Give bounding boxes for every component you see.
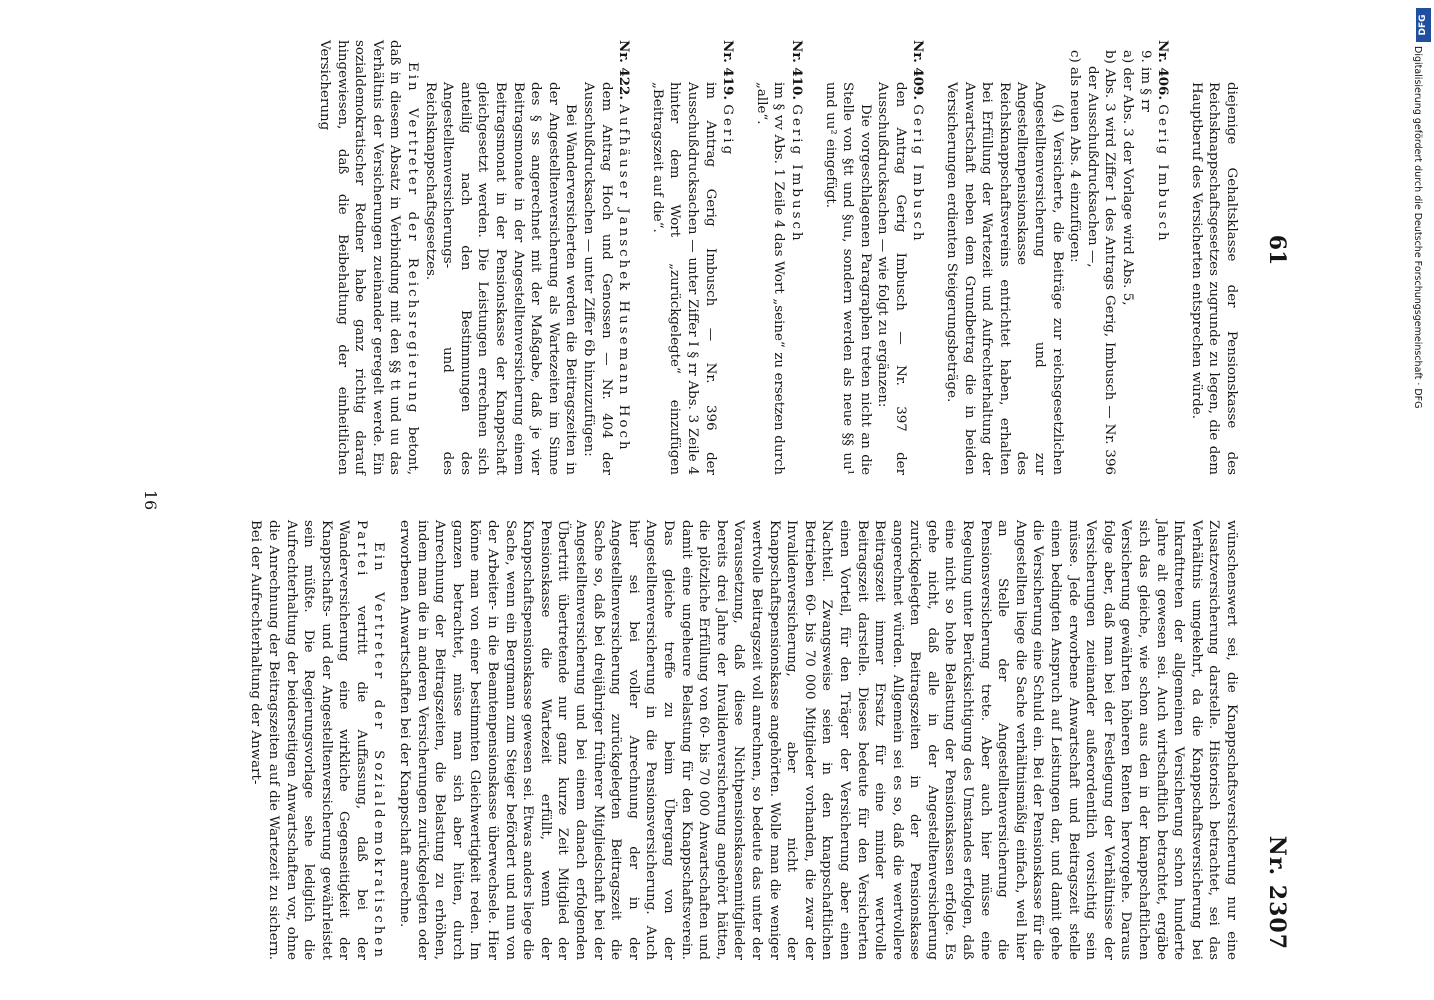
paragraph: Die vorgeschlagenen Paragraphen treten nicht an die Stelle von §tt und §uu, sondern werden als neue §§ uu¹ und uu² eingefügt. [822, 82, 873, 475]
speaker-label: Ein Vertreter der Reichsregierung [405, 62, 421, 416]
section-heading [1154, 40, 1172, 475]
paragraph-text: vertritt die Auffassung, daß bei der Wanderversicherung eine wirkliche Gegenseitigkeit der Knappschafts- und der Angestelltenversicherung gewährleistet sein müßte. Die Regierungsvorlage sehe lediglich die Aufrechterhaltung der beiderseitigen Anwartschaften vor, ohne die Anrechnung der Beitragszeiten auf die Wartezeit zu sichern. Bei der Aufrechterhaltung der Anwart- [248, 520, 369, 960]
paragraph: wünschenswert sei, die Knappschaftsversicherung nur eine Zusatzversicherung darstelle. Historisch betrachtet, sei das Verhältnis umgekehrt, da die Knappschaftsversicherung bei Inkrafttreten der allgemeinen Versicherung schon hunderte Jahre alt gewesen sei. Auch wirtschaftlich betrachtet, ergäbe sich das gleiche, wie schon aus den in der knappschaftlichen Versicherung gewährten höheren Renten hervorgehe. Daraus folge aber, daß man bei der Festlegung der Verhältnisse der Versicherungen zueinander außerordentlich vorsichtig sein müsse. Jede erworbene Anwartschaft und Beitragszeit stelle einen bedingten Anspruch auf Leistungen dar, und damit gehe die Versicherung eine Schuld ein. Bei der Pensionskasse für die Angestellten liege die Sache verhältnismäßig einfach, weil hier an Stelle der Angestelltenversicherung die Pensionsversicherung trete. Aber auch hier müsse eine Regelung unter Berücksichtigung des Umstandes erfolgen, daß eine nicht so hohe Belastung der Pensionskassen erfolge. Es gehe nicht, daß alle in der Angestelltenversicherung zurückgelegten Beitragszeiten in der Pensionskasse angerechnet würden. Allgemein sei es so, daß die wertvollere Beitragszeit immer Ersatz für eine minder wertvolle Beitragszeit darstelle. Dieses bedeute für den Versicherten einen Vorteil, für den Träger der Versicherung aber einen Nachteil. Zwangsweise seien in den knappschaftlichen Betrieben 60- bis 70 000 Mitglieder vorhanden, die zwar der Invalidenversicherung, aber nicht der Knappschaftspensionskasse angehörten. Wolle man die weniger wertvolle Beitragszeit voll anrechnen, so bedeute das unter der Voraussetzung, daß diese Nichtpensionskassenmitglieder bereits drei Jahre der Invalidenversicherung angehört hätten, die plötzliche Erfüllung von 60- bis 70 000 Anwartschaften und damit eine ungeheure Belastung für den Knappschaftsverein. Das gleiche treffe zu beim Übergang von der Angestelltenversicherung in die Pensionsversicherung. Auch hier sei bei voller Anrechnung der in der Angestelltenversicherung zurückgelegten Beitragszeit die Sache so, daß bei dreijähriger früherer Mitgliedschaft bei der Angestelltenversicherung und bei einem danach erfolgenden Übertritt übertretende nur ganz kurze Zeit Mitglied der Pensionskasse die Wartezeit erfüllt, wenn der Knappschaftspensionskasse gewesen sei. Etwas anders liege die Sache, wenn ein Bergmann zum Steiger befördert und nun von der Arbeiter- in die Beamtenpensionskasse überwechsele. Hier könne man von einer bestimmten Gleichwertigkeit reden. Im ganzen betrachtet, müsse man sich aber hüten, durch Anrechnung der Beitragszeiten, die Belastung zu erhöhen, indem man die in anderen Versicherungen zurückgelegten oder erworbenen Anwartschaften bei der Knappschaft anrechne. [397, 520, 1239, 960]
paragraph: dem Antrag Hoch und Genossen — Nr. 404 der Ausschußdrucksachen — unter Ziffer 6b hinzuzufügen: [581, 82, 614, 475]
section-number: Nr. 422. [616, 40, 633, 101]
section-authors: Gerig Imbusch [910, 104, 926, 244]
section-number: Nr. 406. [1155, 40, 1172, 101]
paragraph: c) als neuen Abs. 4 einzufügen: [1067, 50, 1083, 263]
paragraph [316, 40, 422, 475]
section-authors: Aufhäuser Janschek Husemann Hoch [616, 104, 632, 453]
digitization-credit-text: Digitalisierung gefördert durch die Deutsche Forschungsgemeinschaft · DFG [1412, 46, 1423, 409]
page-number-right: Nr. 2307 [1264, 835, 1290, 950]
section-number: Nr. 410. [788, 40, 805, 101]
left-column [316, 40, 1241, 475]
paragraph: im § vv Abs. 1 Zeile 4 das Wort „seine“ zu ersetzen durch „alle“. [753, 82, 787, 475]
section-authors: Gerig Imbusch [788, 104, 804, 244]
section-authors: Gerig Imbusch [1155, 104, 1171, 244]
paragraph: den Antrag Gerig Imbusch — Nr. 397 der Ausschußdrucksachen — wie folgt zu ergänzen: [875, 82, 908, 475]
paragraph: 9. im § rr [1137, 50, 1153, 113]
page-number-left: 61 [1264, 234, 1290, 266]
paragraph: diejenige Gehaltsklasse der Pensionskasse des Reichsknappschaftsgesetzes zugrunde zu legen, die dem Hauptberuf des Versicherten entsprechen würde. [1188, 82, 1239, 475]
section-heading [615, 40, 633, 475]
paragraph: im Antrag Gerig Imbusch — Nr. 396 der Ausschußdrucksachen — unter Ziffer I § rr Abs. 3 Zeile 4 hinter dem Wort „zurückgelegte“ einzufügen „Beitragszeit auf die“. [649, 82, 718, 475]
section-heading [909, 40, 927, 475]
section-heading [719, 40, 737, 475]
speaker-label: Ein Vertreter der Sozialdemokratischen Partei [353, 520, 387, 960]
section-authors: Gerig [720, 104, 736, 158]
section-heading [787, 40, 805, 475]
section-number: Nr. 409. [910, 40, 927, 101]
paragraph-text: betont, daß in diesem Absatz in Verbindung mit den §§ tt und uu das Verhältnis der Versicherungen zueinander geregelt werde. Ein sozialdemokratischer Redner habe ganz richtig darauf hingewiesen, daß die Beibehaltung der einheitlichen Versicherung [317, 40, 421, 475]
section-number: Nr. 419. [720, 40, 737, 101]
paragraph: a) der Abs. 3 der Vorlage wird Abs. 5, [1120, 50, 1136, 306]
footer-number: 16 [141, 489, 160, 511]
dfg-logo-text: DFG [1418, 14, 1428, 36]
dfg-logo [1416, 8, 1431, 42]
paragraph: Bei Wanderversicherten werden die Beitragszeiten in der Angestelltenversicherung als Wartezeiten im Sinne des § ss angerechnet mit der Maßgabe, daß je vier Beitragsmonate in der Angestelltenversicherung einem Beitragsmonat in der Pensionskasse der Knappschaft gleichgesetzt werden. Die Leistungen errechnen sich anteilig nach den Bestimmungen des Angestelltenversicherungs- und des Reichsknappschaftsgesetzes. [422, 82, 579, 475]
paragraph [247, 520, 388, 960]
digitization-credit [1414, 46, 1432, 996]
paragraph: b) Abs. 3 wird Ziffer 1 des Antrags Gerig, Imbusch — Nr. 396 der Ausschußdrucksachen —, [1084, 50, 1118, 475]
paragraph: (4) Versicherte, die Beiträge zur reichsgesetzlichen Angestelltenversicherung und zur Angestelltenpensionskasse des Reichsknappschaftsvereins entrichtet haben, erhalten bei Erfüllung der Wartezeit und Aufrechterhaltung der Anwartschaft neben dem Grundbetrag die in beiden Versicherungen erdienten Steigerungsbeträge. [944, 82, 1065, 475]
right-column [247, 520, 1240, 960]
